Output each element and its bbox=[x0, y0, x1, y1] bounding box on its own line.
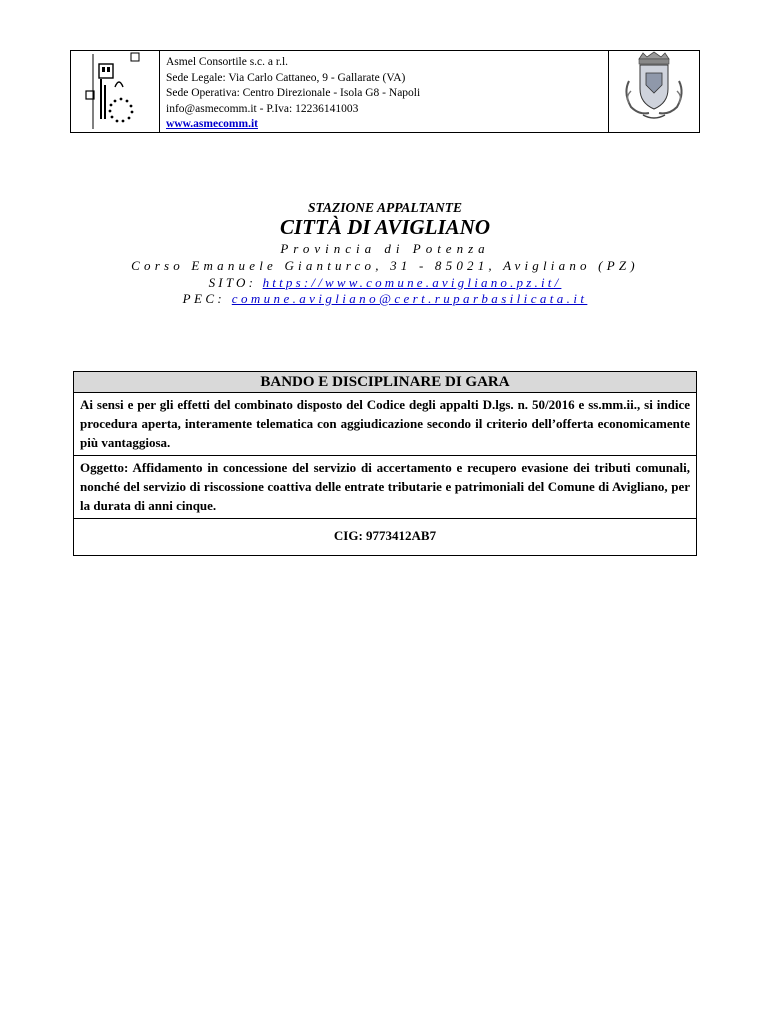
bando-title: BANDO E DISCIPLINARE DI GARA bbox=[74, 372, 696, 392]
bando-table bbox=[73, 371, 697, 556]
logo-cell bbox=[71, 51, 160, 132]
asmel-logo-icon bbox=[71, 51, 159, 132]
site-line bbox=[0, 275, 770, 291]
pec-label: PEC: bbox=[182, 291, 232, 306]
site-link[interactable]: https://www.comune.avigliano.pz.it/ bbox=[262, 275, 562, 290]
contact-info: info@asmecomm.it - P.Iva: 12236141003 bbox=[166, 102, 359, 115]
company-info bbox=[160, 51, 609, 132]
bando-cig: CIG: 9773412AB7 bbox=[74, 518, 696, 555]
avigliano-crest-icon bbox=[609, 51, 699, 132]
authority-address: Corso Emanuele Gianturco, 31 - 85021, Avigliano (PZ) bbox=[131, 258, 639, 273]
pec-link[interactable]: comune.avigliano@cert.ruparbasilicata.it bbox=[231, 291, 588, 306]
letterhead bbox=[70, 50, 700, 133]
crest-cell bbox=[609, 51, 699, 132]
city-name: CITTÀ DI AVIGLIANO bbox=[279, 215, 491, 239]
legal-address: Sede Legale: Via Carlo Cattaneo, 9 - Gallarate (VA) bbox=[166, 71, 406, 84]
pec-line bbox=[0, 291, 770, 307]
contracting-authority-label: STAZIONE APPALTANTE bbox=[308, 200, 462, 215]
site-label: SITO: bbox=[208, 275, 263, 290]
province: Provincia di Potenza bbox=[280, 241, 490, 256]
operational-address: Sede Operativa: Centro Direzionale - Isola G8 - Napoli bbox=[166, 87, 421, 99]
bando-intro: Ai sensi e per gli effetti del combinato disposto del Codice degli appalti D.lgs. n. 50/2016 e ss.mm.ii., si indice procedura aperta, interamente telematica con aggiudicazione secondo il criterio dell’offerta economicamente più vantaggiosa. bbox=[74, 392, 696, 455]
company-name: Asmel Consortile s.c. a r.l. bbox=[166, 56, 289, 68]
website-link[interactable]: www.asmecomm.it bbox=[166, 118, 258, 130]
bando-oggetto: Oggetto: Affidamento in concessione del servizio di accertamento e recupero evasione dei tributi comunali, nonché del servizio di riscossione coattiva delle entrate tributarie e patrimoniali del Comune di Avigliano, per la durata di anni cinque. bbox=[74, 455, 696, 518]
